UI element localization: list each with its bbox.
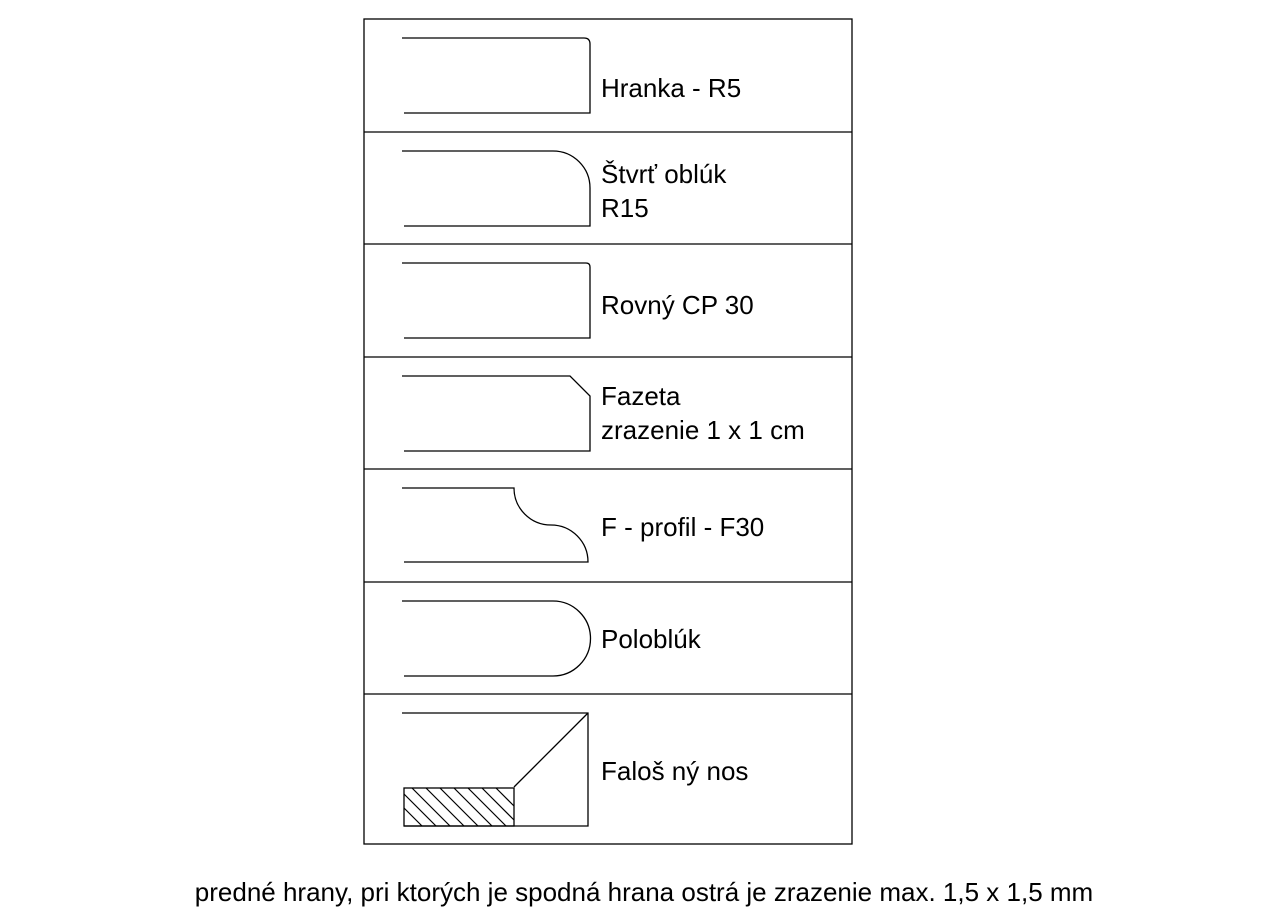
polobluk-profile-drawing	[402, 601, 591, 676]
falosny-nos-bevel-line	[514, 713, 588, 787]
caption: predné hrany, pri ktorých je spodná hrana ostrá je zrazenie max. 1,5 x 1,5 mm	[194, 877, 1094, 907]
rovny-profile-drawing	[402, 263, 590, 338]
hranka-label: Hranka - R5	[601, 73, 742, 103]
profile-row-hranka	[402, 38, 741, 113]
rovny-label: Rovný CP 30	[601, 290, 754, 320]
profile-row-falosny-nos	[402, 713, 748, 826]
stvrt-obluk-profile-drawing	[402, 151, 590, 226]
profile-row-stvrt-obluk	[402, 151, 734, 226]
f-profil-label: F - profil - F30	[601, 512, 765, 542]
falosny-nos-label: Faloš ný nos	[601, 756, 749, 786]
polobluk-label: Poloblúk	[601, 624, 701, 654]
hatch-pattern	[404, 788, 514, 826]
profile-row-polobluk	[402, 601, 702, 676]
hranka-profile-drawing	[402, 38, 590, 113]
fazeta-label: Fazeta zrazenie 1 x 1 cm	[601, 381, 805, 445]
profile-row-rovny	[402, 263, 754, 338]
profile-row-f-profil	[402, 488, 764, 562]
stvrt-obluk-label: Štvrť oblúk R15	[601, 159, 727, 223]
fazeta-profile-drawing	[402, 376, 590, 451]
falosny-nos-profile-drawing	[402, 713, 588, 826]
f-profil-profile-drawing	[402, 488, 588, 562]
profile-row-fazeta	[402, 376, 805, 451]
